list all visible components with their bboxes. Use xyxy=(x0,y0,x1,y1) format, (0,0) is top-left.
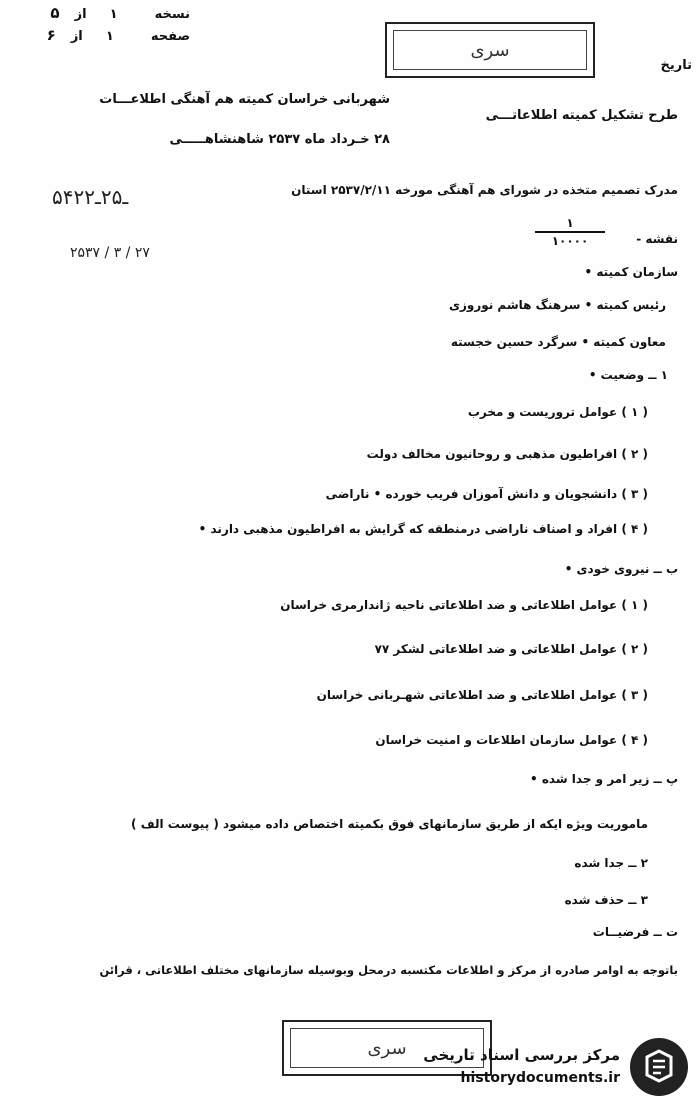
watermark-url: historydocuments.ir xyxy=(460,1070,620,1086)
organization-line: شهربانی خراسان کمیته هم آهنگی اطلاعـــات xyxy=(99,92,390,107)
sectionT-heading: ت ــ فرضیــات xyxy=(592,925,678,939)
copy-number-line xyxy=(40,4,190,22)
reference-line: مدرک تصمیم متخذه در شورای هم آهنگی مورخه ۲۵۳۷/۲/۱۱ استان xyxy=(291,183,678,197)
classification-bottom-text: سری xyxy=(367,1037,407,1059)
page-of-label: از xyxy=(70,29,83,44)
section1-item: ( ۳ ) دانشجویان و دانش آموزان فریب خورده • ناراضی xyxy=(325,487,648,501)
page-number-line xyxy=(40,26,190,44)
archive-logo-icon xyxy=(630,1038,688,1096)
page-number: ۱ xyxy=(105,29,114,44)
copy-number: ۱ xyxy=(109,7,118,22)
detached-line: ۲ ــ جدا شده xyxy=(574,856,648,870)
final-line: باتوجه به اوامر صادره از مرکز و اطلاعات مکتسبه درمحل وبوسیله سازمانهای مختلف اطلاعاتی ، قرائن xyxy=(99,963,678,977)
map-scale-numerator: ۱ xyxy=(566,216,574,230)
page-label: صفحه xyxy=(150,29,190,44)
map-label: نقشه - xyxy=(636,232,678,246)
sectionB-item: ( ۴ ) عوامل سازمان اطلاعات و امنیت خراسان xyxy=(375,733,648,747)
organization-heading: سازمان کمیته • xyxy=(584,265,678,279)
committee-chair: رئیس کمیته • سرهنگ هاشم نوروزی xyxy=(448,298,666,312)
handwritten-reference: ۵۴۲ـ۲۵ـ۲ xyxy=(52,185,129,209)
mission-line: ماموریت ویژه ایکه از طریق سازمانهای فوق بکمیته اختصاص داده میشود ( پیوست الف ) xyxy=(131,817,648,831)
sectionB-item: ( ۱ ) عوامل اطلاعاتی و ضد اطلاعاتی ناحیه ژاندارمری خراسان xyxy=(280,598,648,612)
section1-heading: ۱ ــ وضعیت • xyxy=(588,368,668,382)
classification-stamp-top xyxy=(385,22,595,78)
document-title: طرح تشکیل کمیته اطلاعاتـــی xyxy=(485,108,678,123)
copy-label: نسخه xyxy=(154,7,190,22)
page-total: ۶ xyxy=(46,26,56,44)
removed-line: ۳ ــ حذف شده xyxy=(564,893,648,907)
date-label: تاریخ xyxy=(660,58,692,73)
section1-item: ( ۴ ) افراد و اصناف ناراضی درمنطقه که گرایش به افراطیون مذهبی دارند • xyxy=(198,522,648,536)
copy-total: ۵ xyxy=(50,4,60,22)
committee-deputy: معاون کمیته • سرگرد حسین خجسته xyxy=(450,335,666,349)
copy-of-label: از xyxy=(74,7,87,22)
date-line: ۲۸ خـرداد ماه ۲۵۳۷ شاهنشاهـــــی xyxy=(169,132,390,147)
sectionB-heading: ب ــ نیروی خودی • xyxy=(564,562,678,576)
sectionB-item: ( ۳ ) عوامل اطلاعاتی و ضد اطلاعاتی شهـربانی خراسان xyxy=(316,688,648,702)
classification-top-text: سری xyxy=(470,39,510,61)
sectionB-item: ( ۲ ) عوامل اطلاعاتی و ضد اطلاعاتی لشکر ۷۷ xyxy=(374,642,648,656)
map-scale-fraction xyxy=(535,216,605,248)
watermark-title: مرکز بررسی اسناد تاریخی xyxy=(423,1046,620,1064)
sectionP-heading: پ ــ زیر امر و جدا شده • xyxy=(529,772,678,786)
section1-item: ( ۲ ) افراطیون مذهبی و روحانیون مخالف دولت xyxy=(366,447,648,461)
section1-item: ( ۱ ) عوامل تروریست و مخرب xyxy=(467,405,648,419)
map-scale-denominator: ۱۰۰۰۰ xyxy=(551,234,589,248)
handwritten-date: ۲۵۳۷ / ۳ / ۲۷ xyxy=(70,245,150,261)
